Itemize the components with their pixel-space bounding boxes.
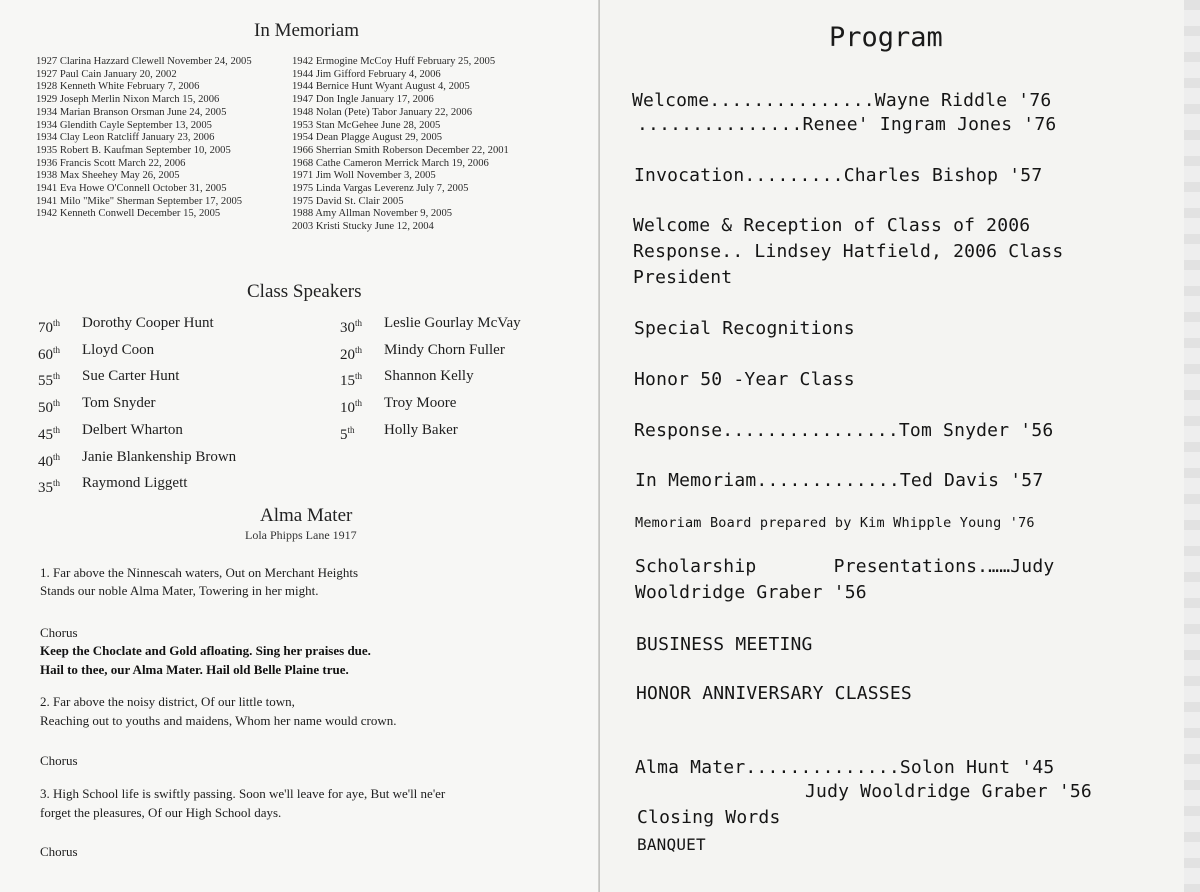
speaker-entry — [38, 447, 236, 474]
alma-mater-title: Alma Mater — [260, 505, 353, 526]
program-response-snyder: Response................Tom Snyder '56 — [634, 420, 1054, 441]
speakers-list-col2 — [340, 313, 521, 447]
memoriam-entry: 1948 Nolan (Pete) Tabor January 22, 2006 — [292, 106, 473, 118]
speaker-year-number: 70 — [38, 320, 53, 336]
speaker-year-suffix: th — [355, 398, 363, 409]
chorus-label-3: Chorus — [40, 844, 78, 859]
speaker-year-number: 5 — [340, 426, 348, 443]
chorus-line-a: Keep the Choclate and Gold afloating. Sing her praises due. — [40, 643, 371, 658]
speaker-name: Leslie Gourlay McVay — [384, 315, 521, 331]
memoriam-entry: 1975 David St. Clair 2005 — [292, 195, 404, 207]
program-welcome-2: ...............Renee' Ingram Jones '76 — [637, 114, 1057, 135]
program-in-memoriam: In Memoriam.............Ted Davis '57 — [635, 470, 1044, 491]
speaker-year-number: 30 — [340, 320, 355, 336]
memoriam-entry: 1936 Francis Scott March 22, 2006 — [36, 157, 186, 169]
speaker-year — [38, 447, 82, 474]
speaker-year — [340, 393, 384, 420]
memoriam-entry: 1942 Ermogine McCoy Huff February 25, 2005 — [292, 56, 496, 67]
program-closing-words: Closing Words — [637, 807, 781, 828]
speaker-year-number: 35 — [38, 480, 53, 497]
program-scholarship: Scholarship Presentations.……Judy — [635, 556, 1055, 577]
verse-2b: Reaching out to youths and maidens, Whom her name would crown. — [40, 713, 397, 728]
speaker-name: Janie Blankenship Brown — [82, 448, 237, 465]
memoriam-entry: 1929 Joseph Merlin Nixon March 15, 2006 — [36, 94, 220, 106]
program-scholarship-2: Wooldridge Graber '56 — [635, 582, 867, 603]
speaker-year-number: 55 — [38, 373, 53, 390]
program-memoriam-board: Memoriam Board prepared by Kim Whipple Young '76 — [635, 515, 1035, 531]
speaker-year-number: 45 — [38, 426, 53, 443]
speaker-entry — [340, 393, 521, 420]
memoriam-entry: 1947 Don Ingle January 17, 2006 — [292, 94, 434, 106]
memoriam-list-col1 — [36, 56, 252, 221]
speaker-year — [38, 366, 82, 393]
speaker-year — [340, 420, 384, 447]
program-president: President — [633, 267, 733, 288]
program-welcome: Welcome...............Wayne Riddle '76 — [632, 90, 1052, 111]
speaker-year-number: 15 — [340, 373, 355, 390]
speaker-year-suffix: th — [355, 318, 363, 328]
memoriam-entry: 1938 Max Sheehey May 26, 2005 — [36, 170, 180, 182]
speaker-year-suffix: th — [53, 451, 61, 462]
program-alma-mater-2: Judy Wooldridge Graber '56 — [805, 781, 1092, 802]
memoriam-title: In Memoriam — [254, 20, 360, 41]
speaker-entry — [38, 420, 236, 447]
speaker-year-number: 60 — [38, 346, 53, 363]
speaker-year-number: 20 — [340, 346, 355, 363]
speaker-entry — [38, 473, 236, 500]
memoriam-entry: 1934 Marian Branson Orsman June 24, 2005 — [36, 106, 227, 118]
speakers-title: Class Speakers — [247, 281, 362, 302]
memoriam-entry: 1953 Stan McGehee June 28, 2005 — [292, 119, 441, 131]
speaker-year — [38, 313, 82, 340]
speaker-name: Shannon Kelly — [384, 368, 474, 385]
speaker-year-number: 40 — [38, 453, 53, 470]
program-invocation: Invocation.........Charles Bishop '57 — [634, 165, 1043, 186]
speaker-entry — [38, 366, 236, 393]
memoriam-entry: 1941 Eva Howe O'Connell October 31, 2005 — [36, 183, 227, 195]
speaker-year-number: 10 — [340, 400, 355, 417]
chorus-label-1: Chorus — [40, 625, 78, 640]
memoriam-entry: 1935 Robert B. Kaufman September 10, 2005 — [36, 144, 231, 156]
speaker-entry — [340, 366, 521, 393]
speaker-name: Holly Baker — [384, 421, 458, 438]
memoriam-entry: 1975 Linda Vargas Leverenz July 7, 2005 — [292, 183, 469, 195]
right-border-decoration — [1184, 0, 1200, 892]
speaker-name: Raymond Liggett — [82, 475, 188, 492]
program-alma-mater: Alma Mater..............Solon Hunt '45 — [635, 757, 1055, 778]
program-title: Program — [829, 22, 943, 53]
memoriam-entry: 1966 Sherrian Smith Roberson December 22, 2001 — [292, 144, 509, 156]
speaker-year-suffix: th — [53, 478, 61, 489]
speaker-year-suffix: th — [53, 318, 61, 328]
speaker-entry — [38, 340, 236, 367]
speaker-year-suffix: th — [355, 344, 363, 355]
memoriam-entry: 1927 Clarina Hazzard Clewell November 24, 2005 — [36, 56, 252, 67]
speaker-year-suffix: th — [347, 424, 355, 435]
memoriam-entry: 1988 Amy Allman November 9, 2005 — [292, 208, 453, 220]
program-banquet: BANQUET — [637, 835, 706, 854]
verse-3a: 3. High School life is swiftly passing. Soon we'll leave for aye, But we'll ne'er — [40, 786, 446, 801]
memoriam-entry: 1944 Bernice Hunt Wyant August 4, 2005 — [292, 81, 470, 93]
speaker-year-suffix: th — [53, 344, 61, 355]
memoriam-entry: 1942 Kenneth Conwell December 15, 2005 — [36, 208, 221, 220]
speaker-year-number: 50 — [38, 400, 53, 417]
memoriam-entry: 1934 Clay Leon Ratcliff January 23, 2006 — [36, 132, 215, 144]
program-special-recognitions: Special Recognitions — [634, 318, 855, 339]
program-reception: Welcome & Reception of Class of 2006 — [633, 215, 1031, 236]
program-honor-anniversary: HONOR ANNIVERSARY CLASSES — [636, 683, 912, 704]
speaker-name: Sue Carter Hunt — [82, 368, 180, 385]
verse-2a: 2. Far above the noisy district, Of our little town, — [40, 694, 295, 709]
memoriam-entry: 1968 Cathe Cameron Merrick March 19, 2006 — [292, 157, 489, 169]
memoriam-entry: 1954 Dean Plagge August 29, 2005 — [292, 132, 443, 144]
speaker-year — [38, 420, 82, 447]
speaker-name: Delbert Wharton — [82, 421, 183, 438]
speaker-year-suffix: th — [355, 371, 363, 382]
memoriam-entry: 1944 Jim Gifford February 4, 2006 — [292, 68, 441, 80]
speaker-name: Mindy Chorn Fuller — [384, 341, 505, 358]
speaker-entry — [38, 313, 236, 340]
program-honor-50: Honor 50 -Year Class — [634, 369, 855, 390]
speakers-list-col1 — [38, 313, 236, 500]
memoriam-entry: 1927 Paul Cain January 20, 2002 — [36, 68, 177, 80]
speaker-year — [340, 340, 384, 367]
speaker-year-suffix: th — [53, 371, 61, 382]
speaker-year — [340, 313, 384, 340]
speaker-year-suffix: th — [53, 398, 61, 409]
verse-1b: Stands our noble Alma Mater, Towering in her might. — [40, 583, 319, 598]
speaker-year-suffix: th — [53, 424, 61, 435]
memoriam-entry: 2003 Kristi Stucky June 12, 2004 — [292, 221, 434, 233]
speaker-name: Lloyd Coon — [82, 341, 155, 358]
alma-mater-author: Lola Phipps Lane 1917 — [245, 528, 357, 542]
chorus-line-b: Hail to thee, our Alma Mater. Hail old Belle Plaine true. — [40, 662, 349, 677]
speaker-entry — [38, 393, 236, 420]
speaker-name: Tom Snyder — [82, 395, 156, 412]
program-business-meeting: BUSINESS MEETING — [636, 634, 813, 655]
speaker-entry — [340, 420, 521, 447]
program-response-class: Response.. Lindsey Hatfield, 2006 Class — [633, 241, 1064, 262]
verse-3b: forget the pleasures, Of our High School days. — [40, 805, 282, 820]
memoriam-list-col2 — [292, 56, 509, 234]
speaker-name: Troy Moore — [384, 395, 457, 412]
speaker-name: Dorothy Cooper Hunt — [82, 315, 214, 331]
speaker-year — [38, 393, 82, 420]
memoriam-entry: 1971 Jim Woll November 3, 2005 — [292, 170, 436, 182]
verse-1a: 1. Far above the Ninnescah waters, Out on Merchant Heights — [40, 565, 359, 580]
speaker-entry — [340, 313, 521, 340]
speaker-year — [38, 473, 82, 500]
chorus-label-2: Chorus — [40, 753, 78, 768]
memoriam-entry: 1941 Milo "Mike" Sherman September 17, 2005 — [36, 195, 243, 207]
memoriam-entry: 1934 Glendith Cayle September 13, 2005 — [36, 119, 212, 131]
speaker-entry — [340, 340, 521, 367]
speaker-year — [38, 340, 82, 367]
memoriam-entry: 1928 Kenneth White February 7, 2006 — [36, 81, 200, 93]
speaker-year — [340, 366, 384, 393]
